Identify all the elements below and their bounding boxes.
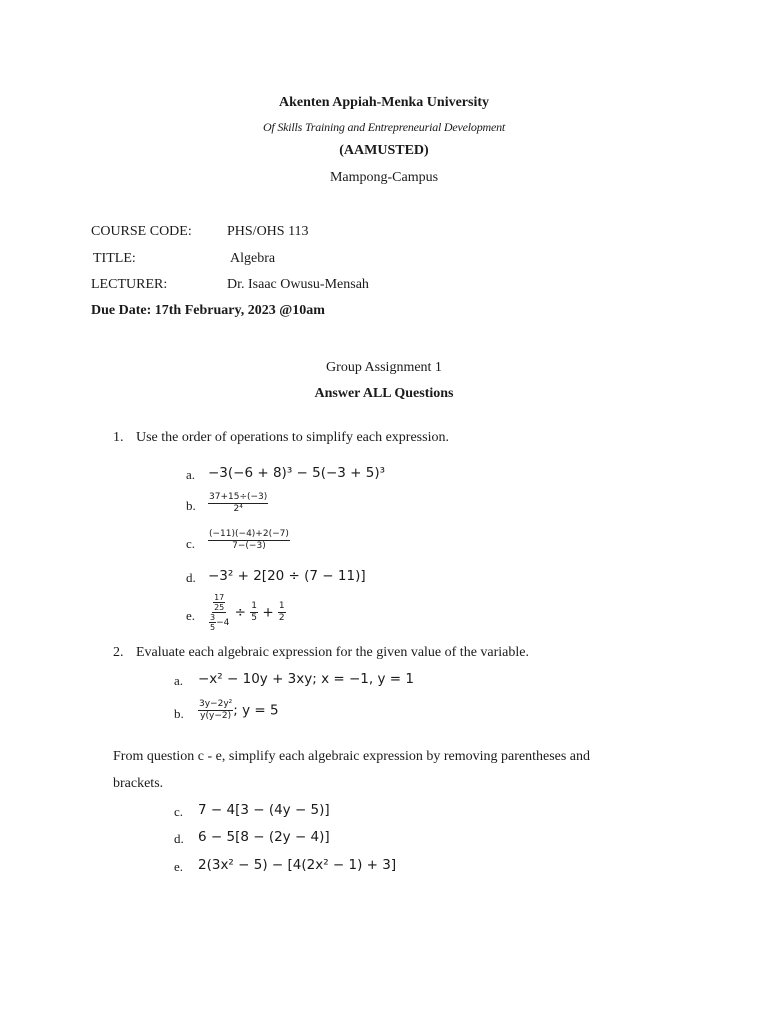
q1e-f3-num: 1 — [278, 601, 285, 611]
q2b-denominator: y(y−2) — [200, 711, 232, 721]
question-1-text: Use the order of operations to simplify each expression. — [136, 430, 449, 445]
q1-item-c-label: c. — [186, 536, 196, 551]
q1e-f2-den: 5 — [251, 613, 258, 623]
university-subtitle: Of Skills Training and Entrepreneurial Development — [262, 120, 506, 134]
q1-item-b-label: b. — [186, 498, 196, 513]
q1-item-e-label: e. — [186, 608, 196, 623]
q1c-numerator: (−11)(−4)+2(−7) — [209, 529, 289, 539]
q2-item-c-label: c. — [174, 804, 184, 819]
q1-item-b-expression — [208, 492, 268, 515]
q2-item-c-expression: 7 − 4[3 − (4y − 5)] — [198, 802, 330, 818]
campus-name: Mampong-Campus — [329, 170, 439, 185]
q1-item-c-expression — [208, 529, 290, 552]
title-value: Algebra — [230, 251, 276, 266]
q1c-denominator: 7−(−3) — [232, 541, 266, 551]
q1-item-d-expression: −3² + 2[20 ÷ (7 − 11)] — [208, 568, 366, 584]
q1e-divide: ÷ — [234, 604, 246, 621]
lecturer-value: Dr. Isaac Owusu-Mensah — [227, 277, 369, 292]
q2-item-a-label: a. — [174, 673, 184, 688]
q2-item-e-label: e. — [174, 859, 184, 874]
q2-item-a-expression: −x² − 10y + 3xy; x = −1, y = 1 — [198, 671, 414, 687]
q1e-bot-num: 3 — [210, 613, 216, 622]
q1e-top-den: 25 — [214, 603, 225, 612]
q2b-rest: ; y = 5 — [233, 702, 279, 719]
lecturer-label: LECTURER: — [91, 277, 168, 292]
q2b-numerator: 3y−2y² — [199, 699, 233, 709]
q2-item-e-expression: 2(3x² − 5) − [4(2x² − 1) + 3] — [198, 857, 397, 873]
course-code-label: COURSE CODE: — [91, 224, 192, 239]
q2-item-d-label: d. — [174, 831, 184, 846]
university-abbreviation: (AAMUSTED) — [339, 143, 429, 158]
q1e-bot-den: 5 — [210, 623, 216, 632]
question-2-text: Evaluate each algebraic expression for the given value of the variable. — [136, 645, 529, 660]
due-date: Due Date: 17th February, 2023 @10am — [91, 303, 325, 318]
q1-item-e-expression — [208, 593, 286, 632]
q2-note-line-1: From question c - e, simplify each algebraic expression by removing parentheses and — [113, 749, 591, 764]
assignment-title: Group Assignment 1 — [326, 360, 442, 375]
q1e-top-num: 17 — [214, 593, 225, 602]
question-2-number: 2. — [113, 645, 124, 660]
university-name: Akenten Appiah-Menka University — [278, 95, 490, 110]
q1e-f3-den: 2 — [278, 613, 285, 623]
question-1-number: 1. — [113, 430, 124, 445]
q1-item-d-label: d. — [186, 570, 196, 585]
q1e-plus: + — [262, 604, 274, 621]
course-code-value: PHS/OHS 113 — [227, 224, 309, 239]
q2-note-line-2: brackets. — [113, 776, 164, 791]
q2-item-b-label: b. — [174, 706, 184, 721]
assignment-instruction: Answer ALL Questions — [314, 386, 454, 401]
q1e-bot-rest: −4 — [216, 618, 230, 628]
q1b-denominator: 2⁴ — [233, 504, 243, 514]
q2-item-d-expression: 6 − 5[8 − (2y − 4)] — [198, 829, 330, 845]
q1-item-a-expression: −3(−6 + 8)³ − 5(−3 + 5)³ — [208, 465, 386, 481]
title-label: TITLE: — [93, 251, 136, 266]
q1-item-a-label: a. — [186, 467, 196, 482]
q2-item-b-expression — [198, 699, 279, 722]
q1b-numerator: 37+15÷(−3) — [209, 492, 268, 502]
q1e-f2-num: 1 — [251, 601, 258, 611]
